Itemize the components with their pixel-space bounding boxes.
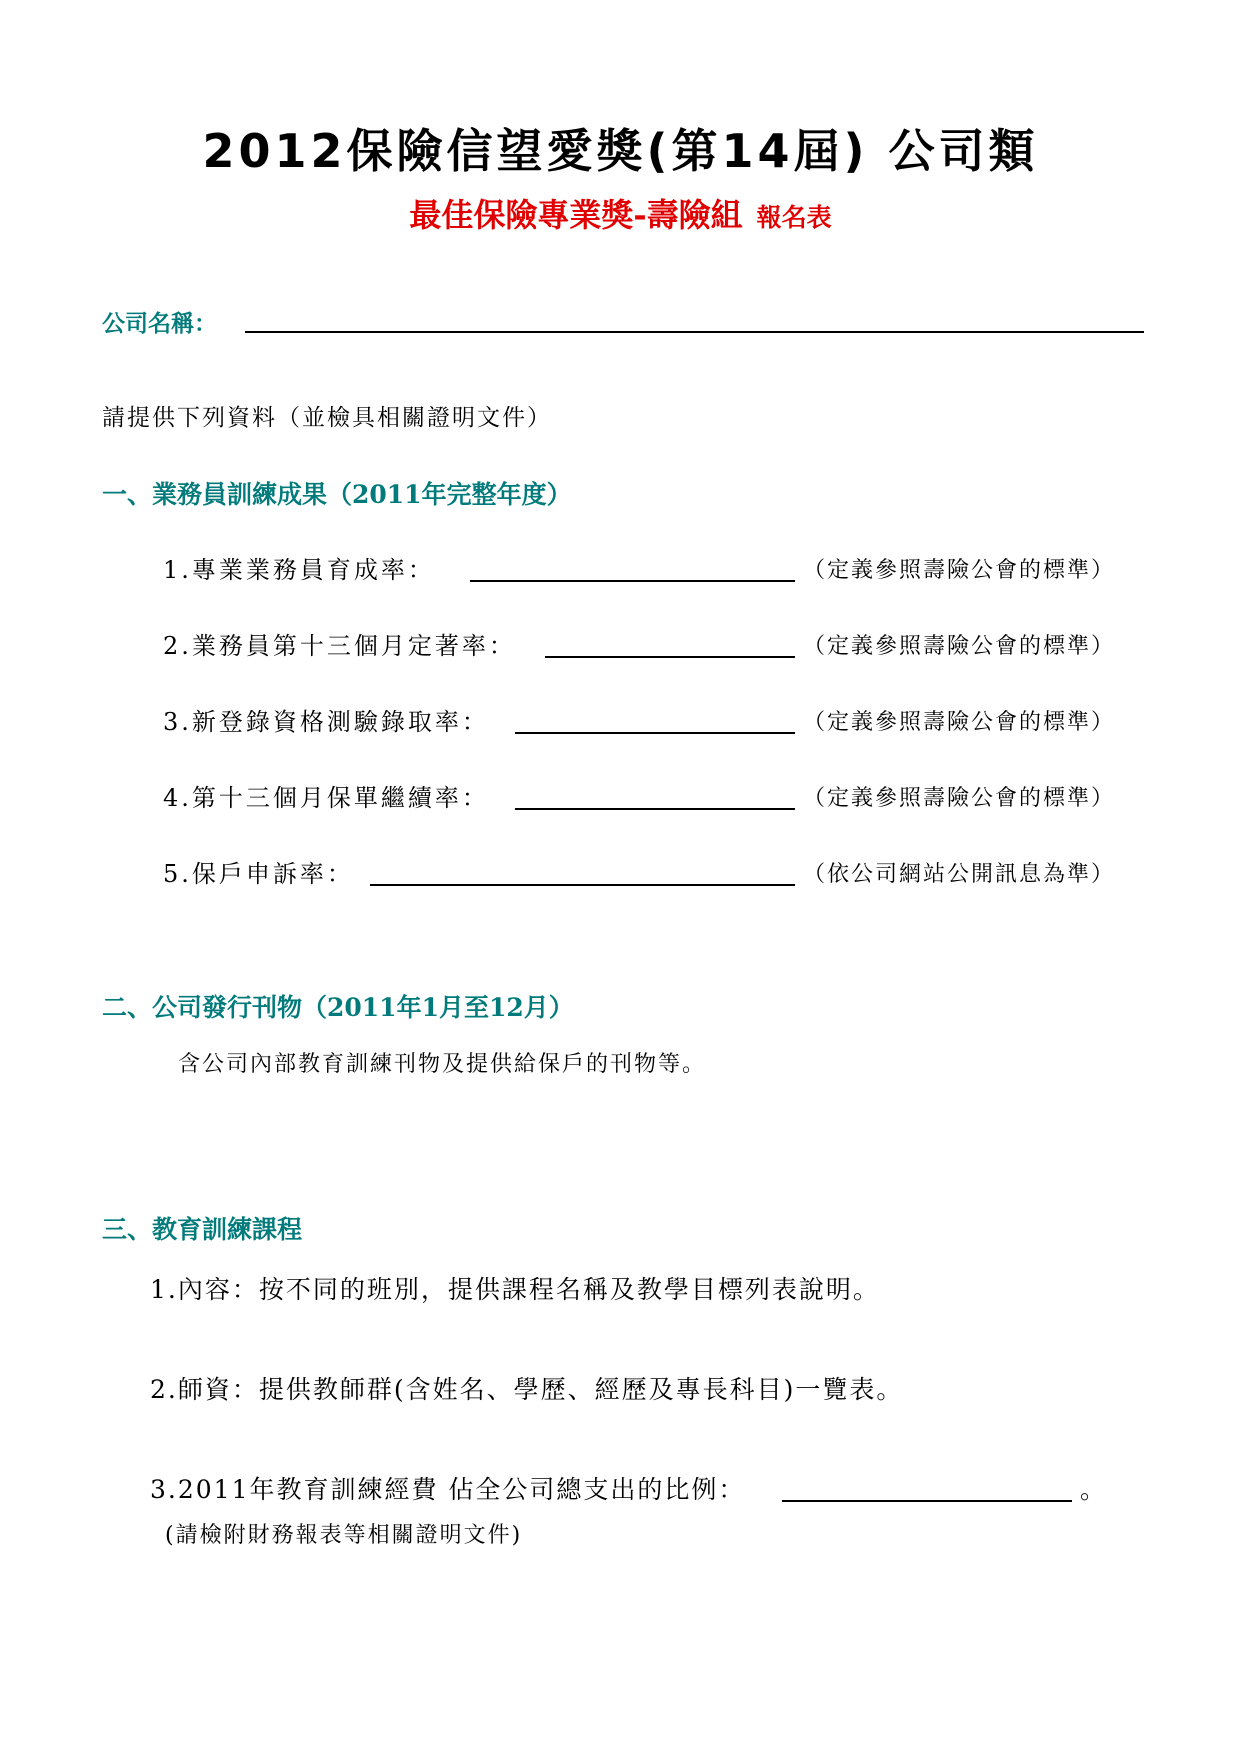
course-faculty-item: 2.師資：提供教師群(含姓名、學歷、經歷及專長科目)一覽表。 [150, 1375, 904, 1404]
item-2-label: 2.業務員第十三個月定著率： [163, 632, 516, 660]
item-1-label: 1.專業業務員育成率： [163, 556, 435, 584]
item-1-field[interactable] [470, 580, 795, 582]
item-4-field[interactable] [515, 808, 795, 810]
item-5-field[interactable] [370, 884, 795, 886]
budget-note: (請檢附財務報表等相關證明文件) [165, 1523, 523, 1548]
item-3-field[interactable] [515, 732, 795, 734]
item-1-note: （定義參照壽險公會的標準） [803, 558, 1116, 583]
item-2-note: （定義參照壽險公會的標準） [803, 634, 1116, 659]
instructions-text: 請提供下列資料（並檢具相關證明文件） [102, 405, 552, 431]
form-type-label: 報名表 [756, 203, 832, 232]
item-5-note: （依公司網站公開訊息為準） [803, 862, 1116, 887]
section-3-heading: 三、教育訓練課程 [102, 1215, 303, 1244]
section-2-description: 含公司內部教育訓練刊物及提供給保戶的刊物等。 [178, 1052, 707, 1077]
section-1-heading: 一、業務員訓練成果（2011年完整年度） [102, 480, 572, 509]
item-3-label: 3.新登錄資格測驗錄取率： [163, 708, 489, 736]
item-5-label: 5.保戶申訴率： [163, 860, 354, 888]
course-budget-item: 3.2011年教育訓練經費 佔全公司總支出的比例： [150, 1475, 746, 1504]
page-subtitle [0, 190, 1241, 236]
section-2-heading: 二、公司發行刊物（2011年1月至12月） [102, 993, 574, 1022]
page-title: 2012保險信望愛獎(第14屆) 公司類 [202, 124, 1039, 178]
item-3-note: （定義參照壽險公會的標準） [803, 710, 1116, 735]
award-name: 最佳保險專業獎-壽險組 [409, 196, 743, 234]
company-name-label: 公司名稱： [102, 310, 217, 337]
budget-ratio-field[interactable] [782, 1500, 1072, 1502]
company-name-field[interactable] [245, 331, 1144, 333]
item-4-label: 4.第十三個月保單繼續率： [163, 784, 489, 812]
item-2-field[interactable] [545, 656, 795, 658]
budget-period-mark: 。 [1080, 1475, 1108, 1504]
course-content-item: 1.內容：按不同的班別，提供課程名稱及教學目標列表說明。 [150, 1275, 880, 1304]
item-4-note: （定義參照壽險公會的標準） [803, 786, 1116, 811]
